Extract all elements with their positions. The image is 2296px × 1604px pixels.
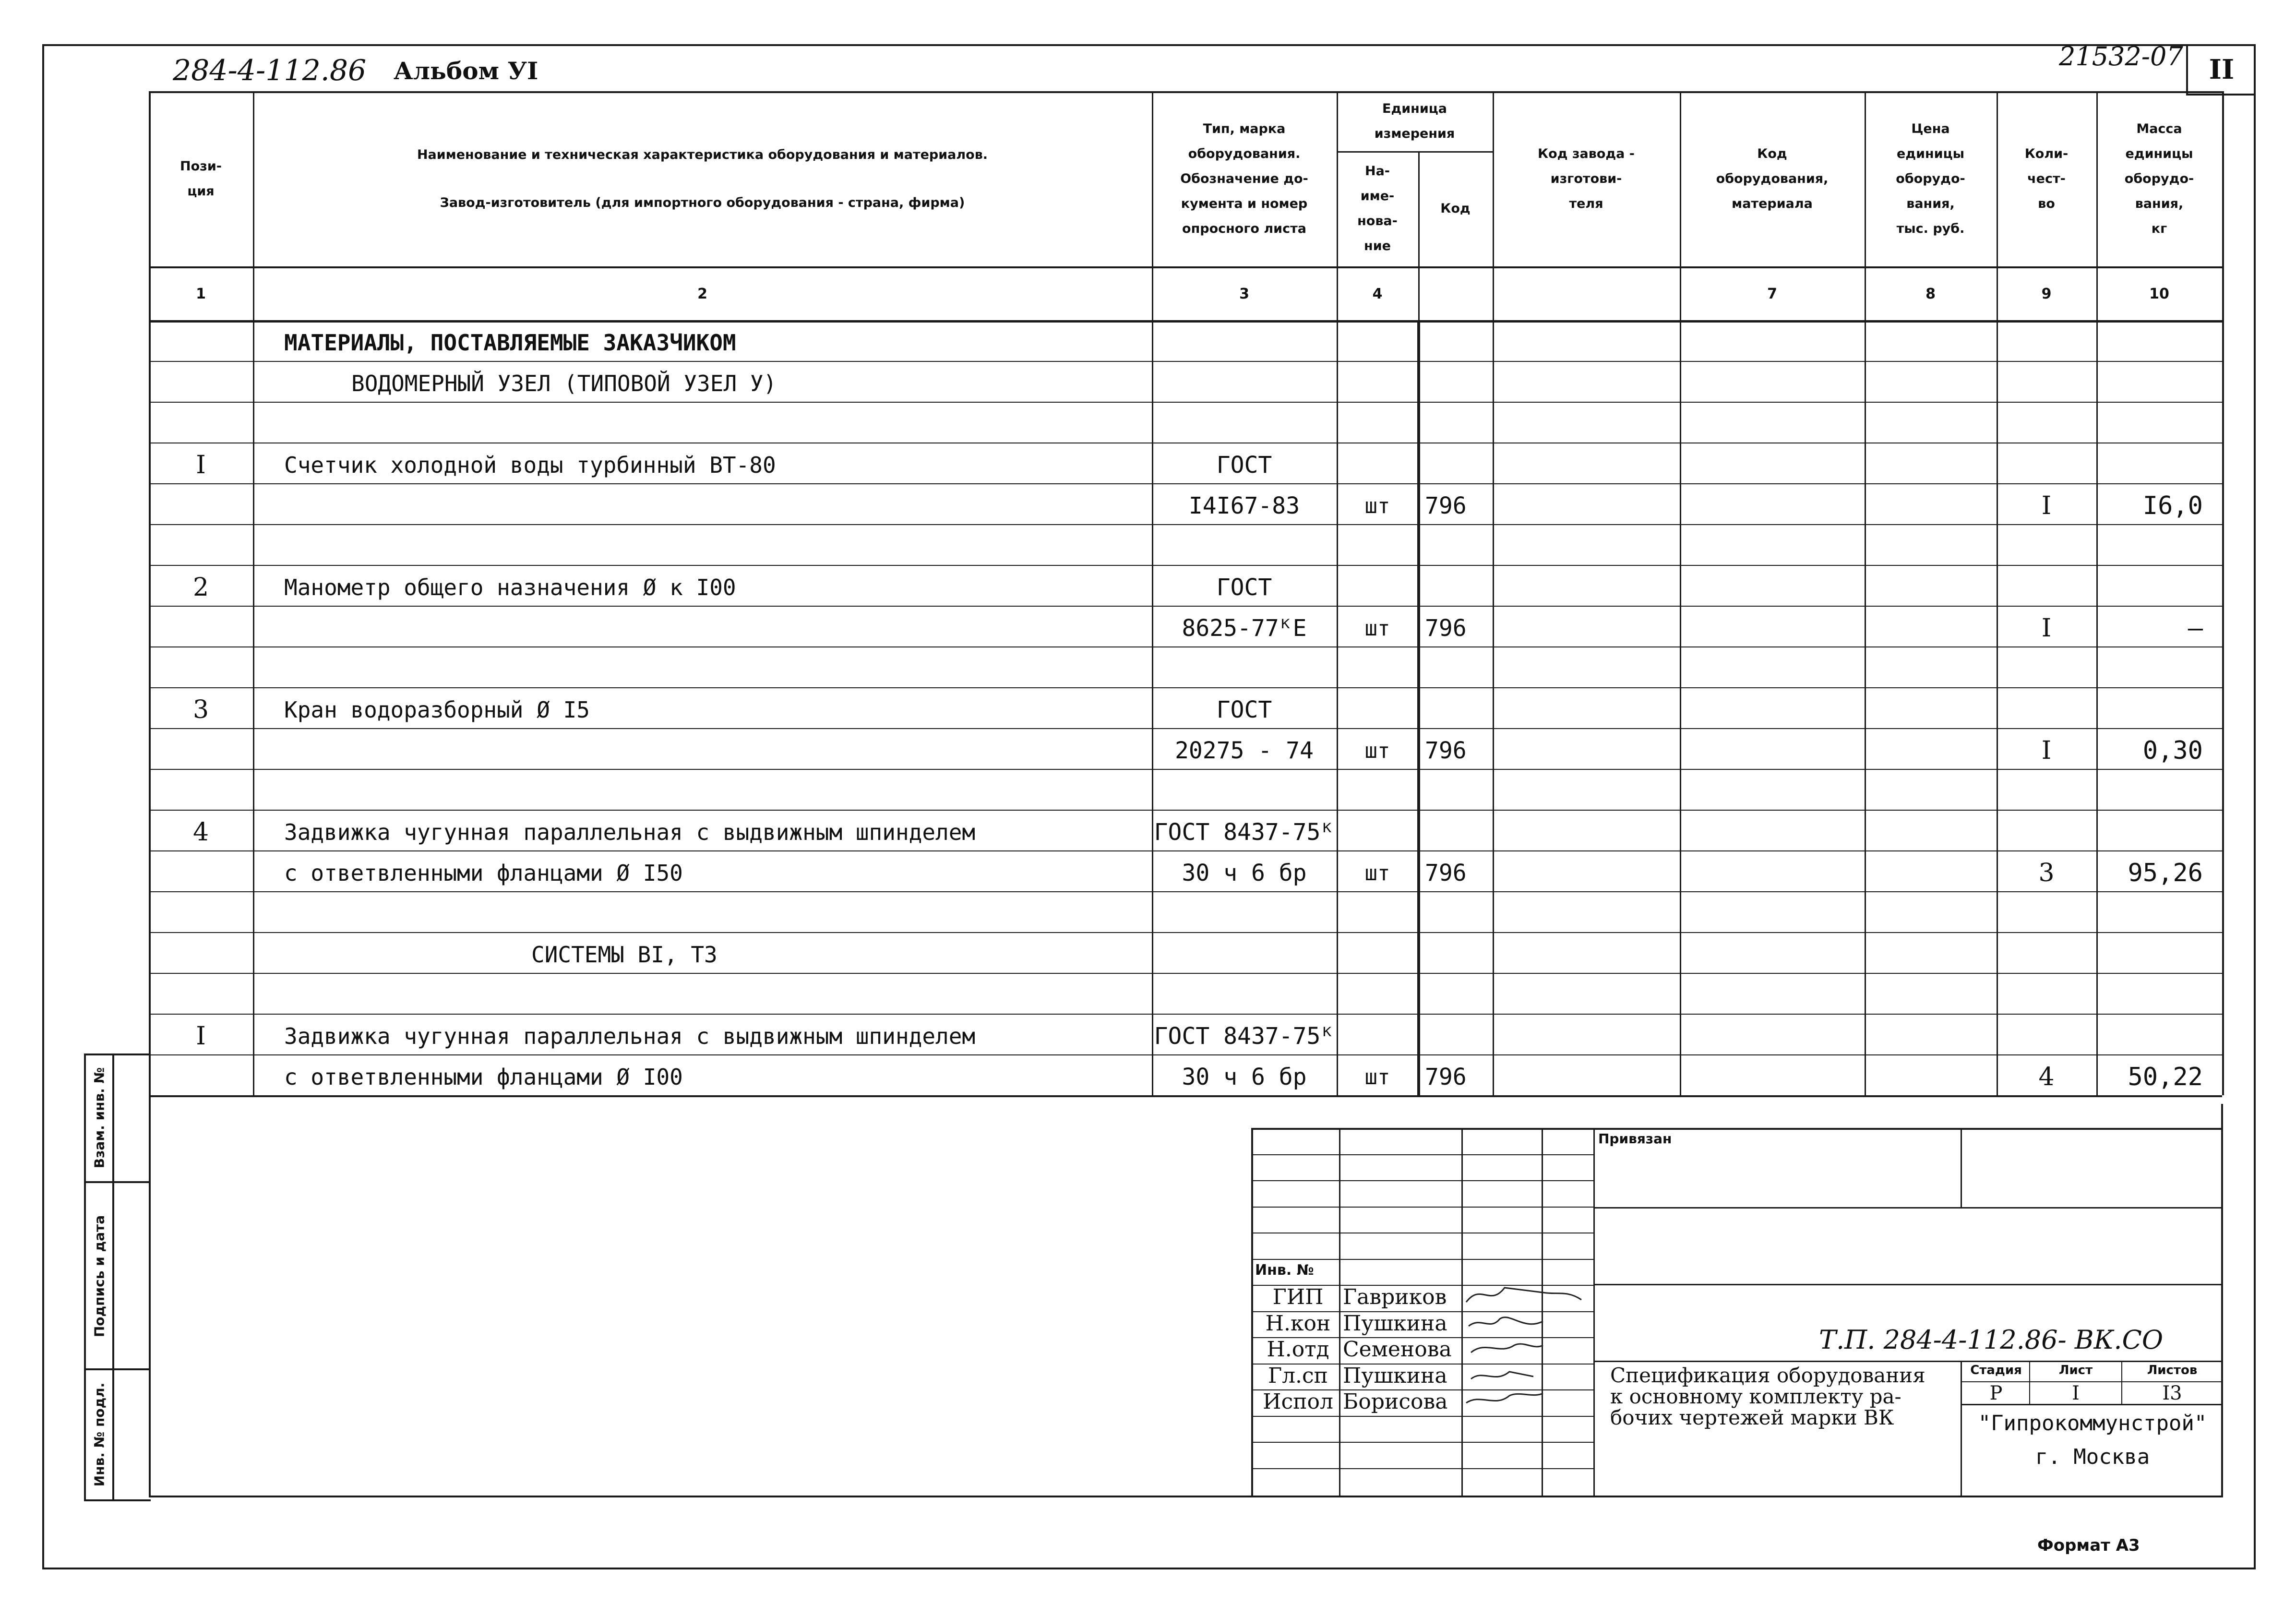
row-name: ВОДОМЕРНЫЙ УЗЕЛ (ТИПОВОЙ УЗЕЛ У) xyxy=(351,371,777,396)
row-name: СИСТЕМЫ BI, T3 xyxy=(531,942,718,968)
row-type: 20275 - 74 xyxy=(1175,737,1314,764)
row-unit xyxy=(1337,652,1418,686)
row-unit xyxy=(1337,693,1418,727)
tb-grid-h xyxy=(1251,1442,1593,1443)
column-header-title: Наименование и техническая характеристика оборудования и материалов. Завод-изготовитель (для импортного оборудования - страна, фирма) xyxy=(417,147,988,210)
row-code: 796 xyxy=(1425,615,1467,642)
row-mass xyxy=(2096,815,2203,850)
tb-top xyxy=(1251,1128,2223,1130)
tb-grid-h xyxy=(1251,1468,1593,1469)
row-quantity xyxy=(1997,693,2096,727)
row-position xyxy=(149,979,253,1013)
row-position xyxy=(149,1060,253,1094)
column-divider xyxy=(1865,91,1866,1095)
row-quantity xyxy=(1997,448,2096,482)
side-stamp-replace-inv: Взам. инв. № xyxy=(91,1067,108,1169)
row-divider xyxy=(149,728,2222,729)
role-title: Гл.сп xyxy=(1268,1363,1328,1388)
row-quantity: 4 xyxy=(2038,1063,2055,1091)
row-divider xyxy=(149,483,2222,484)
row-quantity: I xyxy=(2041,736,2052,765)
column-divider xyxy=(253,91,254,1095)
row-type: 30 ч 6 бр xyxy=(1182,860,1307,886)
row-code: 796 xyxy=(1425,492,1467,519)
sheet-number-box xyxy=(2186,46,2255,96)
row-type xyxy=(1154,897,1335,931)
row-mass: 0,30 xyxy=(2142,736,2203,765)
row-mass: 50,22 xyxy=(2128,1063,2203,1091)
row-mass: 95,26 xyxy=(2128,859,2203,887)
row-position xyxy=(149,652,253,686)
number-row-bottom-border xyxy=(149,320,2222,323)
row-mass xyxy=(2096,407,2203,442)
row-quantity xyxy=(1997,938,2096,972)
side-stamp xyxy=(84,1053,151,1501)
row-unit: шт xyxy=(1364,1065,1390,1089)
role-title: Н.кон xyxy=(1265,1311,1331,1336)
row-position xyxy=(149,489,253,523)
column-header-title: Тип, марка оборудования. Обозначение до- кумента и номер опросного листа xyxy=(1180,121,1308,236)
stage-value: Р xyxy=(1989,1382,2003,1404)
row-type: ГОСТ xyxy=(1216,574,1272,601)
row-unit xyxy=(1337,815,1418,850)
row-type xyxy=(1154,367,1335,401)
row-divider xyxy=(149,973,2222,974)
row-unit xyxy=(1337,571,1418,605)
column-header-title: Коли- чест- во xyxy=(2024,146,2069,211)
unit-header-divider xyxy=(1337,151,1493,153)
row-quantity xyxy=(1997,652,2096,686)
organization-name: "Гипрокоммунстрой" xyxy=(1978,1411,2207,1436)
row-name: Задвижка чугунная параллельная с выдвижным шпинделем xyxy=(284,819,976,845)
row-mass xyxy=(2096,367,2203,401)
row-divider xyxy=(149,646,2222,647)
row-type: ГОСТ 8437-75ᴷ xyxy=(1154,819,1335,846)
row-type xyxy=(1154,652,1335,686)
row-divider xyxy=(149,687,2222,688)
column-divider xyxy=(1680,91,1681,1095)
tb-right-h2 xyxy=(1593,1284,2223,1285)
column-header-title: Единица измерения xyxy=(1374,101,1455,141)
drawing-area-right xyxy=(2221,1104,2223,1497)
row-type xyxy=(1154,938,1335,972)
row-mass xyxy=(2096,979,2203,1013)
sheets-label: Листов xyxy=(2147,1363,2198,1377)
row-mass xyxy=(2096,326,2203,360)
stage-label: Стадия xyxy=(1970,1363,2022,1377)
row-unit xyxy=(1337,367,1418,401)
row-divider xyxy=(149,402,2222,403)
row-position xyxy=(149,611,253,646)
tb-grid-h xyxy=(1251,1259,1593,1260)
row-quantity xyxy=(1997,571,2096,605)
row-type xyxy=(1154,979,1335,1013)
inv-label: Инв. № xyxy=(1255,1261,1314,1279)
row-mass xyxy=(2096,775,2203,809)
row-position xyxy=(149,407,253,442)
row-quantity xyxy=(1997,815,2096,850)
role-name: Борисова xyxy=(1343,1389,1448,1414)
column-number: 1 xyxy=(196,286,206,302)
row-mass xyxy=(2096,571,2203,605)
row-mass xyxy=(2096,897,2203,931)
row-position xyxy=(149,367,253,401)
outer-frame-right xyxy=(2254,44,2256,1569)
row-unit xyxy=(1337,897,1418,931)
role-name: Пушкина xyxy=(1343,1311,1447,1336)
row-divider xyxy=(149,932,2222,933)
signature-stroke xyxy=(1466,1288,1581,1302)
row-unit xyxy=(1337,1019,1418,1053)
row-divider xyxy=(149,769,2222,770)
row-name: Манометр общего назначения Ø к I00 xyxy=(284,575,736,600)
row-mass xyxy=(2096,652,2203,686)
row-divider xyxy=(149,524,2222,525)
row-divider xyxy=(149,361,2222,362)
column-number: 9 xyxy=(2041,286,2052,302)
column-header-title: Пози- ция xyxy=(180,158,222,199)
tb-left xyxy=(1251,1128,1253,1496)
row-position xyxy=(149,775,253,809)
role-title: Н.отд xyxy=(1267,1337,1329,1362)
sheet-label: Лист xyxy=(2058,1363,2093,1377)
row-position xyxy=(149,326,253,360)
row-code: 796 xyxy=(1425,737,1467,764)
row-mass: — xyxy=(2188,614,2203,643)
row-mass xyxy=(2096,693,2203,727)
row-type xyxy=(1154,530,1335,564)
row-position: I xyxy=(196,1022,206,1051)
row-name: Кран водоразборный Ø I5 xyxy=(284,697,590,723)
column-divider xyxy=(1152,91,1153,1095)
row-name: МАТЕРИАЛЫ, ПОСТАВЛЯЕМЫЕ ЗАКАЗЧИКОМ xyxy=(284,330,736,356)
row-position xyxy=(149,897,253,931)
tb-right-h3 xyxy=(1593,1361,2223,1362)
column-number: 3 xyxy=(1239,286,1249,302)
tb-grid-h xyxy=(1251,1154,1593,1155)
drawing-area-left xyxy=(149,1053,151,1497)
row-mass xyxy=(2096,938,2203,972)
row-position xyxy=(149,856,253,890)
column-header-title: Код завода - изготови- теля xyxy=(1538,146,1635,211)
column-header-title: Код xyxy=(1440,201,1471,216)
document-designation: Т.П. 284-4-112.86- ВК.СО xyxy=(1819,1325,2164,1355)
row-position: 3 xyxy=(192,695,209,724)
row-type xyxy=(1154,407,1335,442)
column-number: 2 xyxy=(697,286,707,302)
organization-city: г. Москва xyxy=(2035,1445,2150,1469)
signature-stroke xyxy=(1469,1317,1543,1326)
row-unit xyxy=(1337,407,1418,442)
row-type xyxy=(1154,775,1335,809)
row-divider xyxy=(149,1014,2222,1015)
row-unit xyxy=(1337,979,1418,1013)
row-quantity: 3 xyxy=(2038,859,2055,887)
signatures-graphic xyxy=(1461,1273,1605,1417)
row-unit: шт xyxy=(1364,616,1390,641)
side-stamp-inv-orig: Инв. № подл. xyxy=(91,1382,108,1487)
column-divider xyxy=(1493,91,1494,1095)
sheets-value: I3 xyxy=(2162,1382,2182,1404)
row-unit: шт xyxy=(1364,494,1390,518)
column-header-title: Цена единицы оборудо- вания, тыс. руб. xyxy=(1896,121,1965,236)
row-position: 2 xyxy=(192,573,209,602)
row-position: I xyxy=(196,451,206,479)
row-unit xyxy=(1337,326,1418,360)
row-divider xyxy=(149,850,2222,851)
sheet-value: I xyxy=(2072,1382,2080,1404)
row-code: 796 xyxy=(1425,1064,1467,1090)
column-header-title: Масса единицы оборудо- вания, кг xyxy=(2124,121,2194,236)
row-type: 30 ч 6 бр xyxy=(1182,1064,1307,1090)
row-divider xyxy=(149,891,2222,892)
role-title: Испол xyxy=(1263,1389,1333,1414)
column-number: 7 xyxy=(1767,286,1777,302)
tb-right-h1 xyxy=(1593,1207,2223,1209)
outer-frame-left xyxy=(42,44,44,1569)
column-header-title: Код оборудования, материала xyxy=(1716,146,1829,211)
row-divider xyxy=(149,606,2222,607)
row-name: Задвижка чугунная параллельная с выдвижным шпинделем xyxy=(284,1023,976,1049)
row-quantity: I xyxy=(2041,614,2052,643)
row-code: 796 xyxy=(1425,860,1467,886)
sheet-number: II xyxy=(2209,54,2235,85)
column-number: 4 xyxy=(1372,286,1383,302)
row-name: с ответвленными фланцами Ø I00 xyxy=(284,1064,683,1090)
row-unit: шт xyxy=(1364,739,1390,763)
row-quantity xyxy=(1997,897,2096,931)
column-divider xyxy=(2222,91,2224,1095)
role-title: ГИП xyxy=(1272,1285,1324,1309)
signature-stroke xyxy=(1471,1344,1543,1353)
row-unit xyxy=(1337,448,1418,482)
table-bottom-border xyxy=(149,1095,2222,1097)
column-number: 8 xyxy=(1925,286,1936,302)
row-quantity xyxy=(1997,1019,2096,1053)
row-quantity xyxy=(1997,979,2096,1013)
row-unit xyxy=(1337,938,1418,972)
row-position: 4 xyxy=(192,818,209,847)
outer-frame-top xyxy=(42,44,2256,46)
row-mass xyxy=(2096,1019,2203,1053)
row-quantity xyxy=(1997,367,2096,401)
role-name: Пушкина xyxy=(1343,1363,1447,1388)
row-type: I4I67-83 xyxy=(1188,492,1300,519)
row-name: с ответвленными фланцами Ø I50 xyxy=(284,860,683,886)
row-divider xyxy=(149,810,2222,811)
row-name: Счетчик холодной воды турбинный ВТ-80 xyxy=(284,452,776,478)
side-stamp-signature-date: Подпись и дата xyxy=(91,1215,108,1338)
row-position xyxy=(149,938,253,972)
row-type: ГОСТ 8437-75ᴷ xyxy=(1154,1023,1335,1050)
bound-label: Привязан xyxy=(1598,1131,1672,1147)
row-type: ГОСТ xyxy=(1216,696,1272,723)
row-unit: шт xyxy=(1364,861,1390,886)
row-type: 8625-77ᴷЕ xyxy=(1182,615,1307,642)
row-quantity xyxy=(1997,530,2096,564)
row-quantity xyxy=(1997,407,2096,442)
signature-stroke xyxy=(1471,1372,1533,1379)
role-name: Семенова xyxy=(1343,1337,1452,1362)
table-top-border xyxy=(149,91,2222,93)
doc-code: 284-4-112.86 xyxy=(173,54,367,87)
row-type xyxy=(1154,326,1335,360)
archive-number: 21532-07 xyxy=(2059,41,2183,72)
row-unit xyxy=(1337,530,1418,564)
row-divider xyxy=(149,1054,2222,1055)
outer-frame-bottom xyxy=(42,1568,2256,1569)
row-unit xyxy=(1337,775,1418,809)
drawing-area-bottom xyxy=(149,1496,2222,1497)
tb-grid-h xyxy=(1251,1180,1593,1181)
signature-stroke xyxy=(1466,1393,1543,1403)
row-quantity: I xyxy=(2041,491,2052,520)
column-header-title: На- име- нова- ние xyxy=(1357,164,1398,253)
column-number: 10 xyxy=(2149,286,2169,302)
row-position xyxy=(149,734,253,768)
document-description: Спецификация оборудования к основному комплекту ра- бочих чертежей марки ВК xyxy=(1610,1364,1925,1429)
row-mass: I6,0 xyxy=(2142,491,2203,520)
row-quantity xyxy=(1997,775,2096,809)
album-label: Альбом УI xyxy=(394,57,538,85)
tb-right-split xyxy=(1961,1128,1962,1207)
format-label: Формат А3 xyxy=(2037,1536,2140,1555)
role-name: Гавриков xyxy=(1343,1285,1447,1309)
row-quantity xyxy=(1997,326,2096,360)
row-mass xyxy=(2096,448,2203,482)
row-position xyxy=(149,530,253,564)
tb-grid-h xyxy=(1251,1207,1593,1208)
row-divider xyxy=(149,565,2222,566)
row-mass xyxy=(2096,530,2203,564)
row-type: ГОСТ xyxy=(1216,452,1272,479)
